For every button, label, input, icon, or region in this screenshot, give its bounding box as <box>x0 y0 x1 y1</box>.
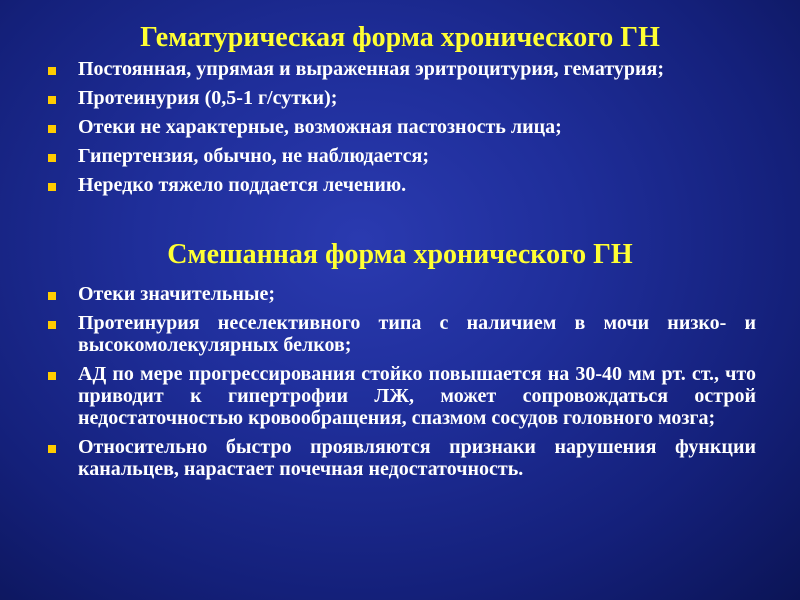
list-item-text: Гипертензия, обычно, не наблюдается; <box>78 145 429 167</box>
section-title-mixed: Смешанная форма хронического ГН <box>167 239 633 270</box>
square-bullet-icon <box>48 321 56 329</box>
square-bullet-icon <box>48 183 56 191</box>
hematuric-list <box>48 58 756 203</box>
list-item <box>48 58 756 80</box>
list-item <box>48 87 756 109</box>
square-bullet-icon <box>48 372 56 380</box>
list-item <box>48 436 756 480</box>
list-item <box>48 312 756 356</box>
list-item <box>48 174 756 196</box>
list-item <box>48 363 756 429</box>
list-item-text: Нередко тяжело поддается лечению. <box>78 174 407 196</box>
section-title-hematuric: Гематурическая форма хронического ГН <box>140 22 660 53</box>
square-bullet-icon <box>48 154 56 162</box>
list-item-text: Протеинурия (0,5-1 г/сутки); <box>78 87 338 109</box>
list-item-text: АД по мере прогрессирования стойко повышается на 30-40 мм рт. ст., что приводит к гипертрофии ЛЖ, может сопровождаться острой недостаточностью кровообращения, спазмом сосудов головного мозга; <box>78 363 756 429</box>
list-item <box>48 145 756 167</box>
mixed-list <box>48 283 756 487</box>
square-bullet-icon <box>48 125 56 133</box>
square-bullet-icon <box>48 292 56 300</box>
square-bullet-icon <box>48 67 56 75</box>
square-bullet-icon <box>48 445 56 453</box>
list-item-text: Отеки не характерные, возможная пастозность лица; <box>78 116 562 138</box>
list-item <box>48 116 756 138</box>
list-item-text: Относительно быстро проявляются признаки нарушения функции канальцев, нарастает почечная недостаточность. <box>78 436 756 480</box>
list-item-text: Отеки значительные; <box>78 283 276 305</box>
square-bullet-icon <box>48 96 56 104</box>
list-item-text: Постоянная, упрямая и выраженная эритроцитурия, гематурия; <box>78 58 665 80</box>
list-item-text: Протеинурия неселективного типа с наличием в мочи низко- и высокомолекулярных белков; <box>78 312 756 356</box>
list-item <box>48 283 756 305</box>
